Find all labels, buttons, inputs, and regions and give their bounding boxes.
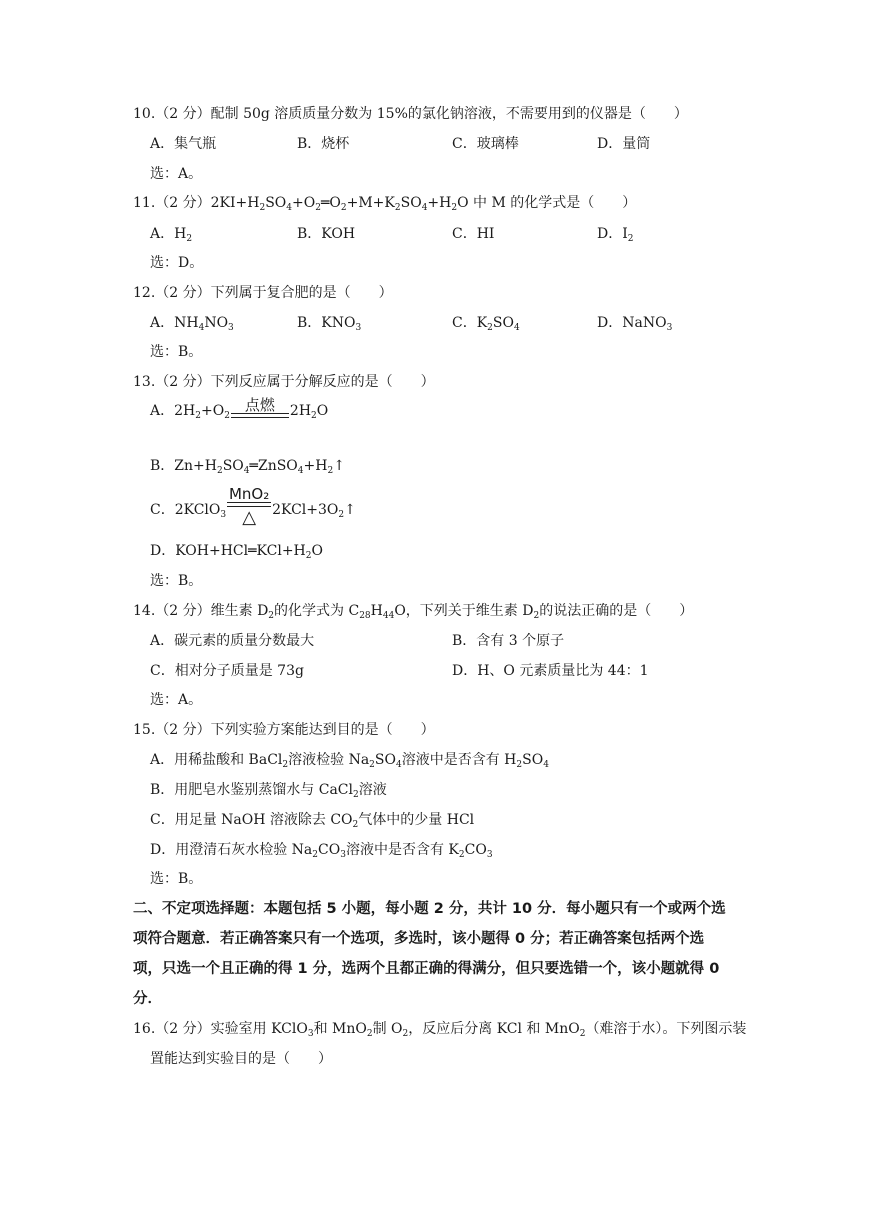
q11-option-b: B．KOH [297, 226, 356, 242]
q13-option-b: B．$Zn+H_2SO_4═ZnSO_4+H_2↑$ [150, 458, 345, 476]
q14-option-d: D．H、O 元素质量比为 44：1 [452, 663, 649, 679]
section2-instructions-line2: 项符合题意．若正确答案只有一个选项，多选时，该小题得 0 分；若正确答案包括两个选 [133, 931, 705, 947]
q11-answer: 选：D。 [150, 255, 204, 271]
q10-stem: 10.（2 分）配制 50g 溶质质量分数为 15%的氯化钠溶液，不需要用到的仪器是（ ） [133, 106, 688, 122]
q12-option-d: D．NaNO$_3$ [597, 315, 673, 333]
q14-option-a: A．碳元素的质量分数最大 [150, 633, 315, 649]
section2-instructions-line1: 二、不定项选择题：本题包括 5 小题，每小题 2 分，共计 10 分．每小题只有一个或两个选 [133, 901, 726, 917]
reaction-condition-ignite: 点燃 [231, 397, 289, 421]
q15-option-b: B．用肥皂水鉴别蒸馏水与 CaCl$_2$溶液 [150, 782, 387, 800]
reaction-condition-catalyst-heat: MnO₂ △ [228, 485, 270, 528]
q15-stem: 15.（2 分）下列实验方案能达到目的是（ ） [133, 722, 435, 738]
q12-option-a: A．$NH_4NO_3$ [150, 315, 234, 333]
q11-option-c: C．HI [452, 226, 495, 242]
q10-option-b: B．烧杯 [297, 136, 350, 152]
q10-option-d: D．量筒 [597, 136, 651, 152]
q12-option-c: C．$K_2SO_4$ [452, 315, 520, 333]
q15-option-d: D．用澄清石灰水检验 $Na_2CO_3$溶液中是否含有 $K_2CO_3$ [150, 842, 493, 860]
q10-answer: 选：A。 [150, 166, 203, 182]
q16-stem-continued: 置能达到实验目的是（ ） [150, 1051, 332, 1067]
q14-answer: 选：A。 [150, 692, 203, 708]
q11-option-a: A．$H_2$ [150, 226, 193, 244]
q13-option-d: D．$KOH+HCl═KCl+H_2O$ [150, 543, 323, 561]
q14-option-b: B．含有 3 个原子 [452, 633, 565, 649]
q13-stem: 13.（2 分）下列反应属于分解反应的是（ ） [133, 374, 435, 390]
q11-option-d: D．$I_2$ [597, 226, 634, 244]
q15-answer: 选：B。 [150, 871, 203, 887]
q10-option-c: C．玻璃棒 [452, 136, 519, 152]
q14-option-c: C．相对分子质量是 73g [150, 663, 304, 679]
q12-stem: 12.（2 分）下列属于复合肥的是（ ） [133, 285, 393, 301]
q10-option-a: A．集气瓶 [150, 136, 217, 152]
q13-answer: 选：B。 [150, 573, 203, 589]
q16-stem: 16.（2 分）实验室用 KClO$_3$和 MnO$_2$制 $O_2$，反应后分离 KCl 和 MnO$_2$（难溶于水）。下列图示装 [133, 1021, 747, 1039]
q15-option-c: C．用足量 NaOH 溶液除去 $CO_2$气体中的少量 HCl [150, 812, 475, 830]
section2-instructions-line4: 分． [133, 991, 162, 1007]
q13-option-a: A．$2H_2+O_2$ 点燃 $2H_2O$ [150, 396, 329, 421]
q11-stem: 11.（2 分）$2KI+H_2SO_4+O_2═O_2+M+K_2SO_4+H_2O$ 中 M 的化学式是（ ） [133, 195, 637, 213]
q14-stem: 14.（2 分）维生素 $D_2$的化学式为 $C_{28}H_{44}O$，下列关于维生素 $D_2$的说法正确的是（ ） [133, 603, 694, 621]
q12-answer: 选：B。 [150, 344, 203, 360]
q15-option-a: A．用稀盐酸和 BaCl$_2$溶液检验 $Na_2SO_4$溶液中是否含有 $H_2SO_4$ [150, 752, 549, 770]
q12-option-b: B．$KNO_3$ [297, 315, 362, 333]
q13-option-c: C．2KClO$_3$ MnO₂ △ $2KCl+3O_2↑$ [150, 485, 356, 528]
section2-instructions-line3: 项，只选一个且正确的得 1 分，选两个且都正确的得满分，但只要选错一个，该小题就得 0 [133, 961, 720, 977]
